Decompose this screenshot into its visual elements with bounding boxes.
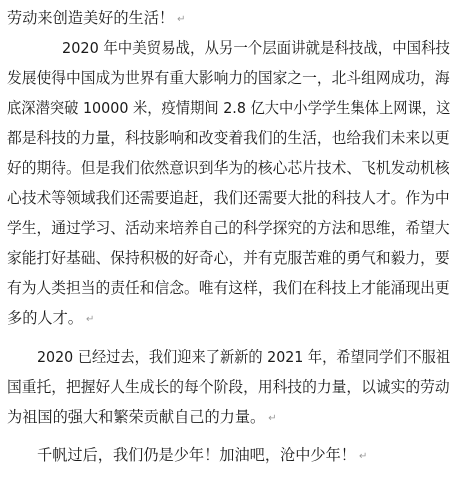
line-text: 都是科技的力量，科技影响和改变着我们的生活，也给我们未来以更 bbox=[7, 129, 450, 147]
text-line bbox=[7, 153, 450, 183]
line-text: 为祖国的强大和繁荣贡献自己的力量。 bbox=[7, 408, 266, 426]
text-line bbox=[7, 93, 450, 123]
text-line bbox=[7, 243, 450, 273]
text-line bbox=[7, 123, 450, 153]
text-line bbox=[7, 183, 450, 213]
line-text: 发展使得中国成为世界有重大影响力的国家之一，北斗组网成功，海 bbox=[7, 69, 450, 87]
line-text: 有为人类担当的责任和信念。唯有这样，我们在科技上才能涌现出更 bbox=[7, 279, 450, 297]
line-text: 学生，通过学习、活动来培养自己的科学探究的方法和思维，希望大 bbox=[7, 219, 450, 237]
text-line bbox=[7, 303, 94, 333]
line-text: 多的人才。 bbox=[7, 309, 83, 327]
text-line bbox=[37, 342, 450, 372]
line-text: 2020 年中美贸易战，从另一个层面讲就是科技战，中国科技 bbox=[62, 39, 450, 57]
paragraph-mark-icon: ↵ bbox=[268, 413, 277, 424]
text-line bbox=[7, 372, 450, 402]
text-line bbox=[7, 3, 185, 33]
text-line bbox=[7, 402, 277, 432]
line-text: 2020 已经过去，我们迎来了新新的 2021 年，希望同学们不服祖 bbox=[37, 348, 451, 366]
line-text: 底深潜突破 10000 米，疫情期间 2.8 亿大中小学学生集体上网课，这 bbox=[7, 99, 451, 117]
line-text: 国重托，把握好人生成长的每个阶段，用科技的力量，以诚实的劳动 bbox=[7, 378, 450, 396]
line-text: 千帆过后，我们仍是少年！加油吧，沧中少年！ bbox=[37, 446, 356, 464]
line-text: 心技术等领域我们还需要追赶，我们还需要大批的科技人才。作为中 bbox=[7, 189, 450, 207]
line-text: 劳动来创造美好的生活！ bbox=[7, 9, 175, 27]
text-line bbox=[7, 213, 450, 243]
text-line bbox=[62, 33, 450, 63]
paragraph-mark-icon: ↵ bbox=[358, 451, 368, 462]
line-text: 家能打好基础、保持积极的好奇心，并有克服苦难的勇气和毅力，要 bbox=[7, 249, 450, 267]
text-line bbox=[7, 273, 450, 303]
paragraph-mark-icon: ↵ bbox=[177, 14, 186, 25]
text-line bbox=[37, 440, 367, 470]
paragraph-mark-icon: ↵ bbox=[85, 314, 95, 325]
text-line bbox=[7, 63, 450, 93]
line-text: 好的期待。但是我们依然意识到华为的核心芯片技术、飞机发动机核 bbox=[7, 159, 450, 177]
